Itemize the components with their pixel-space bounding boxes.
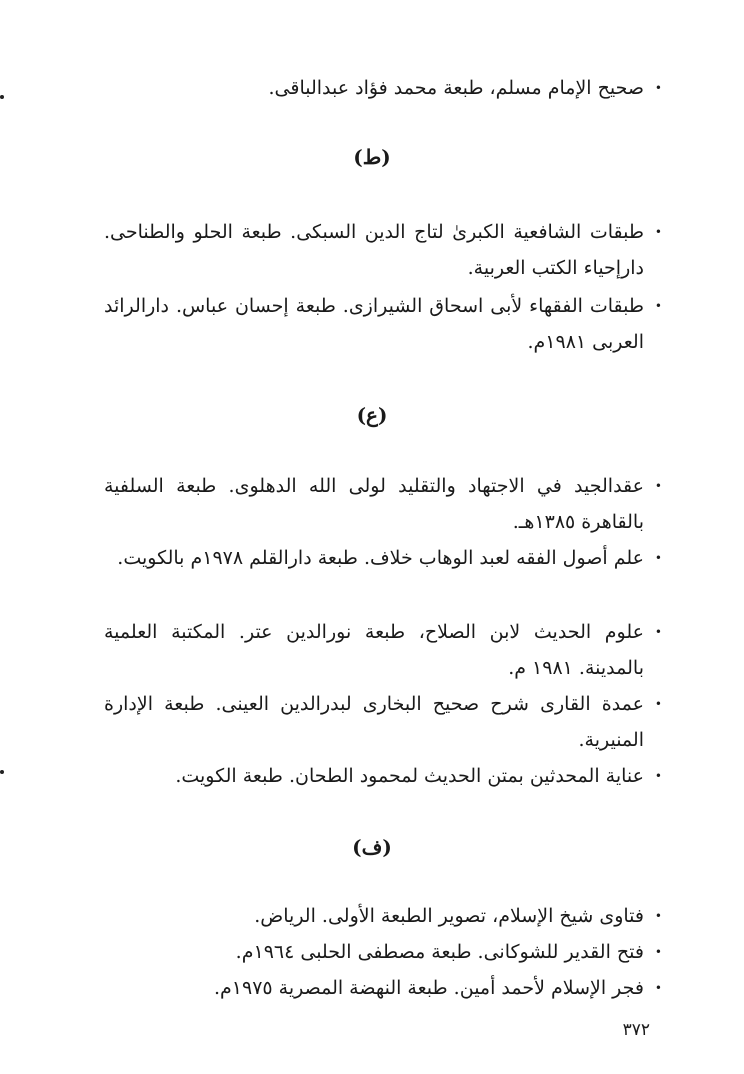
- bibliography-entry: [104, 934, 662, 970]
- entry-text: علم أصول الفقه لعبد الوهاب خلاف. طبعة دارالقلم ١٩٧٨م بالكويت.: [117, 547, 644, 569]
- bibliography-entry: [104, 686, 662, 758]
- entry-text: عمدة القارى شرح صحيح البخارى لبدرالدين العينى. طبعة الإدارة المنيرية.: [104, 693, 644, 751]
- entry-text: عقدالجيد في الاجتهاد والتقليد لولى الله الدهلوى. طبعة السلفية بالقاهرة ١٣٨٥هـ.: [104, 475, 644, 533]
- bullet-marker: •: [654, 909, 662, 923]
- entry-text: فجر الإسلام لأحمد أمين. طبعة النهضة المصرية ١٩٧٥م.: [213, 977, 644, 999]
- section-heading-ain: (ع): [356, 403, 388, 427]
- bullet-marker: •: [654, 769, 662, 783]
- entry-text: فتح القدير للشوكانى. طبعة مصطفى الحلبى ١٩٦٤م.: [235, 941, 644, 963]
- entry-text: علوم الحديث لابن الصلاح، طبعة نورالدين عتر. المكتبة العلمية بالمدينة. ١٩٨١ م.: [104, 621, 644, 679]
- page-number: ٣٧٢: [622, 1020, 650, 1040]
- scan-artifact: [0, 770, 4, 774]
- entry-text: طبقات الفقهاء لأبى اسحاق الشيرازى. طبعة إحسان عباس. دارالرائد العربى ١٩٨١م.: [104, 295, 644, 353]
- bullet-marker: •: [654, 479, 662, 493]
- section-heading-ta: (ط): [353, 145, 391, 169]
- entry-text: صحيح الإمام مسلم، طبعة محمد فؤاد عبدالباقى.: [268, 77, 644, 99]
- bullet-marker: •: [654, 945, 662, 959]
- bullet-marker: •: [654, 299, 662, 313]
- entry-text: طبقات الشافعية الكبرىٰ لتاج الدين السبكى. طبعة الحلو والطناحى. دارإحياء الكتب العربية.: [104, 221, 644, 279]
- bibliography-entry: [104, 468, 662, 540]
- bullet-marker: •: [654, 81, 662, 95]
- scan-artifact: [0, 95, 4, 99]
- bibliography-entry: [104, 70, 662, 106]
- bullet-marker: •: [654, 225, 662, 239]
- bullet-marker: •: [654, 625, 662, 639]
- bullet-marker: •: [654, 697, 662, 711]
- section-heading-fa: (ف): [352, 835, 392, 859]
- bibliography-entry: [104, 288, 662, 360]
- entry-text: فتاوى شيخ الإسلام، تصوير الطبعة الأولى. الرياض.: [254, 905, 644, 927]
- bibliography-entry: [104, 898, 662, 934]
- bibliography-entry: [104, 214, 662, 286]
- bullet-marker: •: [654, 981, 662, 995]
- entry-text: عناية المحدثين بمتن الحديث لمحمود الطحان. طبعة الكويت.: [175, 765, 644, 787]
- bibliography-entry: [104, 758, 662, 794]
- bibliography-entry: [104, 614, 662, 686]
- bibliography-entry: [104, 540, 662, 576]
- bullet-marker: •: [654, 551, 662, 565]
- bibliography-entry: [104, 970, 662, 1006]
